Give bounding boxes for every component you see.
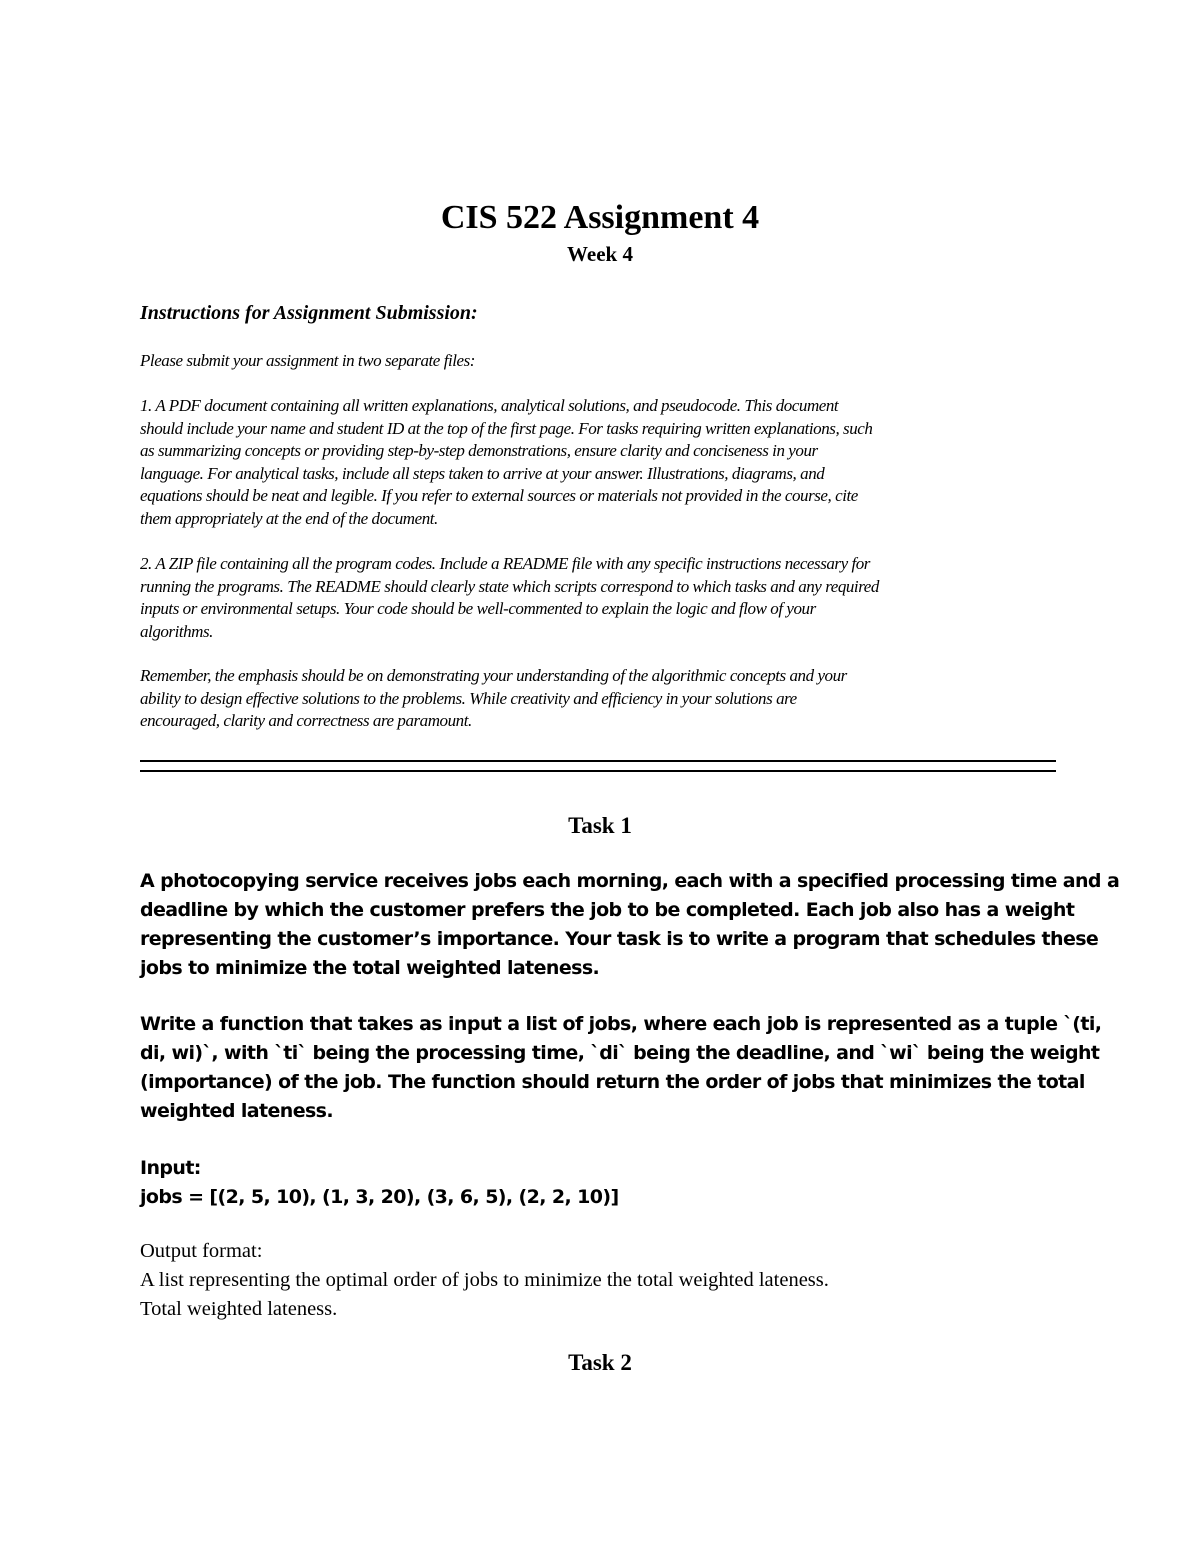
instructions-remember: [140, 665, 1060, 733]
item1-line: them appropriately at the end of the document.: [140, 508, 438, 528]
remember-line: encouraged, clarity and correctness are paramount.: [140, 711, 472, 731]
output-label: Output format:: [140, 1240, 263, 1262]
document-subtitle: Week 4: [567, 242, 633, 266]
task1-p1-line: representing the customer’s importance. Your task is to write a program that schedules these: [140, 928, 1099, 950]
output-line: Total weighted lateness.: [140, 1298, 338, 1320]
task1-paragraph-1: [140, 867, 1120, 983]
task1-p1-line: deadline by which the customer prefers the job to be completed. Each job also has a weight: [140, 899, 1075, 921]
document-title: CIS 522 Assignment 4: [440, 199, 760, 236]
item2-line: running the programs. The README should clearly state which scripts correspond to which tasks and any required: [140, 576, 879, 596]
task2-heading: Task 2: [568, 1350, 632, 1375]
task1-p2-line: weighted lateness.: [140, 1100, 334, 1122]
instructions-item-2: [140, 553, 1060, 643]
instructions-intro: [140, 350, 1060, 373]
input-label: Input:: [140, 1157, 201, 1179]
instructions-item-1: [140, 395, 1060, 531]
item1-line: as summarizing concepts or providing step-by-step demonstrations, ensure clarity and conciseness in your: [140, 441, 818, 461]
task1-p2-line: di, wi)`, with `ti` being the processing time, `di` being the deadline, and `wi` being the weight: [140, 1042, 1100, 1064]
task1-p1-line: jobs to minimize the total weighted lateness.: [140, 957, 600, 979]
item1-line: 1. A PDF document containing all written explanations, analytical solutions, and pseudocode. This document: [140, 396, 839, 415]
item2-line: inputs or environmental setups. Your code should be well-commented to explain the logic and flow of your: [140, 599, 816, 619]
input-value: jobs = [(2, 5, 10), (1, 3, 20), (3, 6, 5), (2, 2, 10)]: [140, 1186, 619, 1208]
instructions-heading: Instructions for Assignment Submission:: [140, 302, 478, 324]
task1-p2-line: (importance) of the job. The function should return the order of jobs that minimizes the total: [140, 1071, 1085, 1093]
task1-input: [140, 1154, 1060, 1212]
remember-line: Remember, the emphasis should be on demonstrating your understanding of the algorithmic concepts and your: [140, 666, 847, 685]
remember-line: ability to design effective solutions to the problems. While creativity and efficiency in your solutions are: [140, 688, 797, 708]
output-line: A list representing the optimal order of jobs to minimize the total weighted lateness.: [140, 1269, 829, 1291]
section-divider: [140, 760, 1056, 772]
task1-heading: Task 1: [568, 813, 632, 838]
item1-line: equations should be neat and legible. If you refer to external sources or materials not provided in the course, cite: [140, 486, 858, 506]
item1-line: language. For analytical tasks, include all steps taken to arrive at your answer. Illustrations, diagrams, and: [140, 463, 825, 483]
task1-output: [140, 1237, 1060, 1324]
task1-p2-line: Write a function that takes as input a list of jobs, where each job is represented as a tuple `(ti,: [140, 1013, 1102, 1035]
item2-line: 2. A ZIP file containing all the program codes. Include a README file with any specific instructions necessary for: [140, 554, 870, 573]
instructions-intro-line: Please submit your assignment in two separate files:: [140, 351, 475, 370]
item1-line: should include your name and student ID at the top of the first page. For tasks requiring written explanations, such: [140, 418, 873, 438]
task1-p1-line: A photocopying service receives jobs each morning, each with a specified processing time and a: [140, 870, 1120, 892]
task1-paragraph-2: [140, 1010, 1102, 1126]
item2-line: algorithms.: [140, 621, 213, 641]
